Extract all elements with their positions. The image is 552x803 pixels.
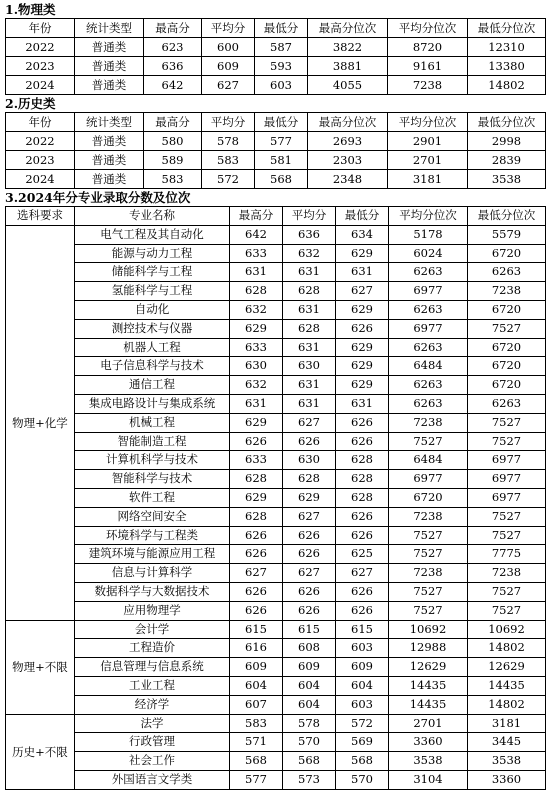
table-cell: 628 <box>336 488 389 507</box>
table-cell: 14802 <box>468 639 546 658</box>
major-name-cell: 自动化 <box>75 300 230 319</box>
table-row <box>6 451 546 470</box>
table-cell: 631 <box>336 263 389 282</box>
table-cell: 3538 <box>468 170 546 189</box>
table-cell: 6977 <box>389 319 468 338</box>
table-cell: 577 <box>255 132 308 151</box>
table-row <box>6 601 546 620</box>
table-row <box>6 432 546 451</box>
table-cell: 583 <box>230 714 283 733</box>
table-cell: 3445 <box>468 733 546 752</box>
table-cell: 626 <box>230 432 283 451</box>
table-cell: 604 <box>336 676 389 695</box>
major-name-cell: 信息管理与信息系统 <box>75 658 230 677</box>
table-cell: 626 <box>230 545 283 564</box>
table-row <box>6 507 546 526</box>
column-header: 年份 <box>6 19 75 38</box>
table-row <box>6 770 546 789</box>
major-name-cell: 通信工程 <box>75 376 230 395</box>
column-header: 平均分位次 <box>389 207 468 226</box>
major-name-cell: 软件工程 <box>75 488 230 507</box>
table-cell: 593 <box>255 57 308 76</box>
major-name-cell: 信息与计算科学 <box>75 564 230 583</box>
table-cell: 5178 <box>389 225 468 244</box>
table-cell: 7238 <box>389 413 468 432</box>
table-cell: 628 <box>230 282 283 301</box>
table-cell: 581 <box>255 151 308 170</box>
table-cell: 7238 <box>389 507 468 526</box>
table-cell: 628 <box>336 470 389 489</box>
table-cell: 627 <box>336 282 389 301</box>
table-cell: 625 <box>336 545 389 564</box>
table-row <box>6 714 546 733</box>
table-row <box>6 620 546 639</box>
table-cell: 7527 <box>468 582 546 601</box>
physics-score-table <box>5 18 546 95</box>
table-cell: 631 <box>230 263 283 282</box>
table-cell: 629 <box>230 488 283 507</box>
table-cell: 615 <box>336 620 389 639</box>
column-header: 最低分 <box>255 113 308 132</box>
table-cell: 2023 <box>6 57 75 76</box>
table-row <box>6 488 546 507</box>
table-cell: 626 <box>230 582 283 601</box>
table-cell: 7527 <box>389 582 468 601</box>
table-cell: 631 <box>230 394 283 413</box>
table-row <box>6 394 546 413</box>
table-row <box>6 132 546 151</box>
table-cell: 572 <box>336 714 389 733</box>
column-header: 平均分 <box>202 113 255 132</box>
table-row <box>6 244 546 263</box>
table-cell: 2693 <box>308 132 388 151</box>
table-cell: 10692 <box>468 620 546 639</box>
subject-requirement-cell: 物理+化学 <box>6 225 75 620</box>
table-cell: 629 <box>230 319 283 338</box>
table-cell: 12988 <box>389 639 468 658</box>
table-row <box>6 582 546 601</box>
table-row <box>6 319 546 338</box>
table-header-row <box>6 19 546 38</box>
table-cell: 631 <box>283 338 336 357</box>
table-cell: 普通类 <box>75 151 144 170</box>
table-cell: 578 <box>202 132 255 151</box>
table-cell: 14802 <box>468 695 546 714</box>
table-cell: 583 <box>144 170 202 189</box>
table-cell: 7527 <box>468 413 546 432</box>
table-cell: 569 <box>336 733 389 752</box>
table-cell: 568 <box>255 170 308 189</box>
major-name-cell: 电子信息科学与技术 <box>75 357 230 376</box>
column-header: 最高分 <box>230 207 283 226</box>
table-cell: 6263 <box>468 263 546 282</box>
table-row <box>6 545 546 564</box>
table-cell: 603 <box>336 695 389 714</box>
table-cell: 3104 <box>389 770 468 789</box>
column-header: 最高分位次 <box>308 113 388 132</box>
table-row <box>6 76 546 95</box>
table-header-row <box>6 207 546 226</box>
table-cell: 2022 <box>6 38 75 57</box>
table-cell: 636 <box>144 57 202 76</box>
table-cell: 633 <box>230 244 283 263</box>
column-header: 最高分 <box>144 19 202 38</box>
major-name-cell: 集成电路设计与集成系统 <box>75 394 230 413</box>
table-row <box>6 263 546 282</box>
table-cell: 629 <box>336 244 389 263</box>
subject-requirement-cell: 物理+不限 <box>6 620 75 714</box>
table-cell: 6977 <box>389 282 468 301</box>
table-cell: 7527 <box>468 319 546 338</box>
table-row <box>6 338 546 357</box>
history-score-table <box>5 112 546 189</box>
table-cell: 570 <box>283 733 336 752</box>
table-cell: 632 <box>230 300 283 319</box>
table-cell: 628 <box>336 451 389 470</box>
table-cell: 626 <box>283 432 336 451</box>
table-cell: 627 <box>283 507 336 526</box>
table-cell: 630 <box>283 451 336 470</box>
table-cell: 6720 <box>389 488 468 507</box>
table-cell: 6977 <box>389 470 468 489</box>
table-row <box>6 300 546 319</box>
table-cell: 14435 <box>468 676 546 695</box>
major-name-cell: 社会工作 <box>75 752 230 771</box>
table-row <box>6 357 546 376</box>
section-title-majors-2024: 3.2024年分专业录取分数及位次 <box>5 190 191 205</box>
column-header: 专业名称 <box>75 207 230 226</box>
table-cell: 2024 <box>6 76 75 95</box>
column-header: 统计类型 <box>75 113 144 132</box>
table-cell: 6263 <box>389 300 468 319</box>
major-name-cell: 会计学 <box>75 620 230 639</box>
table-cell: 571 <box>230 733 283 752</box>
table-row <box>6 526 546 545</box>
column-header: 最低分位次 <box>468 113 546 132</box>
table-cell: 5579 <box>468 225 546 244</box>
table-cell: 604 <box>283 695 336 714</box>
table-cell: 626 <box>336 507 389 526</box>
table-cell: 587 <box>255 38 308 57</box>
table-cell: 626 <box>336 319 389 338</box>
table-cell: 626 <box>336 432 389 451</box>
table-cell: 626 <box>230 601 283 620</box>
table-cell: 7775 <box>468 545 546 564</box>
table-cell: 609 <box>336 658 389 677</box>
table-cell: 2024 <box>6 170 75 189</box>
table-cell: 13380 <box>468 57 546 76</box>
table-cell: 14435 <box>389 676 468 695</box>
table-cell: 573 <box>283 770 336 789</box>
table-cell: 2901 <box>388 132 468 151</box>
table-cell: 642 <box>144 76 202 95</box>
table-cell: 633 <box>230 338 283 357</box>
table-row <box>6 151 546 170</box>
table-cell: 627 <box>230 564 283 583</box>
major-name-cell: 经济学 <box>75 695 230 714</box>
table-cell: 普通类 <box>75 38 144 57</box>
table-cell: 7527 <box>468 601 546 620</box>
table-cell: 578 <box>283 714 336 733</box>
column-header: 选科要求 <box>6 207 75 226</box>
major-name-cell: 工程造价 <box>75 639 230 658</box>
table-cell: 636 <box>283 225 336 244</box>
table-cell: 628 <box>283 319 336 338</box>
table-cell: 3538 <box>389 752 468 771</box>
table-cell: 6263 <box>389 263 468 282</box>
major-name-cell: 外国语言文学类 <box>75 770 230 789</box>
table-cell: 6720 <box>468 300 546 319</box>
table-cell: 普通类 <box>75 170 144 189</box>
column-header: 最高分 <box>144 113 202 132</box>
table-cell: 2839 <box>468 151 546 170</box>
table-cell: 3538 <box>468 752 546 771</box>
table-cell: 7238 <box>468 282 546 301</box>
table-row <box>6 170 546 189</box>
column-header: 统计类型 <box>75 19 144 38</box>
table-cell: 3181 <box>468 714 546 733</box>
table-cell: 626 <box>336 582 389 601</box>
major-name-cell: 电气工程及其自动化 <box>75 225 230 244</box>
table-cell: 3822 <box>308 38 388 57</box>
table-row <box>6 676 546 695</box>
table-cell: 627 <box>336 564 389 583</box>
major-name-cell: 网络空间安全 <box>75 507 230 526</box>
major-name-cell: 行政管理 <box>75 733 230 752</box>
table-cell: 629 <box>336 376 389 395</box>
table-cell: 589 <box>144 151 202 170</box>
table-row <box>6 38 546 57</box>
table-cell: 628 <box>230 507 283 526</box>
table-cell: 6263 <box>468 394 546 413</box>
table-cell: 6484 <box>389 451 468 470</box>
table-cell: 568 <box>336 752 389 771</box>
table-cell: 630 <box>230 357 283 376</box>
table-cell: 7527 <box>468 526 546 545</box>
table-cell: 616 <box>230 639 283 658</box>
column-header: 最低分 <box>336 207 389 226</box>
table-cell: 2998 <box>468 132 546 151</box>
column-header: 平均分位次 <box>388 19 468 38</box>
table-row <box>6 225 546 244</box>
major-name-cell: 环境科学与工程类 <box>75 526 230 545</box>
table-cell: 普通类 <box>75 57 144 76</box>
table-cell: 626 <box>336 601 389 620</box>
table-cell: 6977 <box>468 470 546 489</box>
table-cell: 626 <box>283 601 336 620</box>
table-cell: 14802 <box>468 76 546 95</box>
table-cell: 2022 <box>6 132 75 151</box>
table-cell: 570 <box>336 770 389 789</box>
table-row <box>6 282 546 301</box>
table-cell: 572 <box>202 170 255 189</box>
table-cell: 10692 <box>389 620 468 639</box>
table-cell: 12310 <box>468 38 546 57</box>
table-cell: 607 <box>230 695 283 714</box>
major-name-cell: 工业工程 <box>75 676 230 695</box>
column-header: 最低分 <box>255 19 308 38</box>
table-cell: 632 <box>230 376 283 395</box>
table-cell: 普通类 <box>75 132 144 151</box>
table-cell: 6263 <box>389 338 468 357</box>
table-cell: 6977 <box>468 451 546 470</box>
table-cell: 7238 <box>468 564 546 583</box>
table-cell: 603 <box>255 76 308 95</box>
table-cell: 629 <box>336 300 389 319</box>
table-cell: 7527 <box>389 526 468 545</box>
table-cell: 14435 <box>389 695 468 714</box>
table-cell: 626 <box>336 413 389 432</box>
table-cell: 6977 <box>468 488 546 507</box>
major-name-cell: 机械工程 <box>75 413 230 432</box>
table-cell: 3181 <box>388 170 468 189</box>
table-cell: 626 <box>283 526 336 545</box>
table-cell: 7527 <box>389 601 468 620</box>
table-cell: 4055 <box>308 76 388 95</box>
table-cell: 634 <box>336 225 389 244</box>
column-header: 年份 <box>6 113 75 132</box>
table-cell: 604 <box>283 676 336 695</box>
table-cell: 2701 <box>389 714 468 733</box>
table-cell: 7527 <box>468 507 546 526</box>
major-name-cell: 能源与动力工程 <box>75 244 230 263</box>
table-cell: 577 <box>230 770 283 789</box>
column-header: 最低分位次 <box>468 207 546 226</box>
table-row <box>6 564 546 583</box>
subject-requirement-cell: 历史+不限 <box>6 714 75 789</box>
table-cell: 609 <box>202 57 255 76</box>
table-cell: 6263 <box>389 376 468 395</box>
table-cell: 2701 <box>388 151 468 170</box>
column-header: 平均分 <box>283 207 336 226</box>
major-name-cell: 智能制造工程 <box>75 432 230 451</box>
table-cell: 615 <box>283 620 336 639</box>
table-cell: 普通类 <box>75 76 144 95</box>
table-cell: 626 <box>283 582 336 601</box>
table-row <box>6 57 546 76</box>
major-name-cell: 法学 <box>75 714 230 733</box>
table-cell: 7527 <box>389 432 468 451</box>
table-row <box>6 413 546 432</box>
table-cell: 632 <box>283 244 336 263</box>
table-cell: 642 <box>230 225 283 244</box>
column-header: 最高分位次 <box>308 19 388 38</box>
table-row <box>6 658 546 677</box>
table-cell: 568 <box>230 752 283 771</box>
major-name-cell: 储能科学与工程 <box>75 263 230 282</box>
table-cell: 629 <box>283 488 336 507</box>
table-cell: 623 <box>144 38 202 57</box>
table-cell: 615 <box>230 620 283 639</box>
major-name-cell: 数据科学与大数据技术 <box>75 582 230 601</box>
table-cell: 2348 <box>308 170 388 189</box>
table-cell: 2303 <box>308 151 388 170</box>
table-cell: 6024 <box>389 244 468 263</box>
major-name-cell: 智能科学与技术 <box>75 470 230 489</box>
table-cell: 7238 <box>389 564 468 583</box>
table-row <box>6 376 546 395</box>
table-cell: 633 <box>230 451 283 470</box>
table-cell: 3360 <box>389 733 468 752</box>
table-cell: 6720 <box>468 376 546 395</box>
section-title-history: 2.历史类 <box>5 96 56 111</box>
section-title-physics: 1.物理类 <box>5 2 56 17</box>
table-cell: 9161 <box>388 57 468 76</box>
table-cell: 6263 <box>389 394 468 413</box>
table-cell: 628 <box>283 282 336 301</box>
table-row <box>6 470 546 489</box>
major-name-cell: 机器人工程 <box>75 338 230 357</box>
table-cell: 580 <box>144 132 202 151</box>
table-cell: 6484 <box>389 357 468 376</box>
table-cell: 609 <box>283 658 336 677</box>
table-cell: 8720 <box>388 38 468 57</box>
table-cell: 630 <box>283 357 336 376</box>
table-cell: 629 <box>336 338 389 357</box>
table-cell: 626 <box>283 545 336 564</box>
table-cell: 7527 <box>468 432 546 451</box>
table-cell: 568 <box>283 752 336 771</box>
table-cell: 627 <box>283 413 336 432</box>
table-cell: 631 <box>283 300 336 319</box>
table-header-row <box>6 113 546 132</box>
major-name-cell: 测控技术与仪器 <box>75 319 230 338</box>
table-cell: 2023 <box>6 151 75 170</box>
table-cell: 631 <box>283 263 336 282</box>
table-cell: 631 <box>283 376 336 395</box>
table-cell: 583 <box>202 151 255 170</box>
table-cell: 608 <box>283 639 336 658</box>
major-name-cell: 建筑环境与能源应用工程 <box>75 545 230 564</box>
table-cell: 7238 <box>388 76 468 95</box>
table-cell: 603 <box>336 639 389 658</box>
table-cell: 628 <box>230 470 283 489</box>
major-name-cell: 应用物理学 <box>75 601 230 620</box>
table-cell: 6720 <box>468 338 546 357</box>
table-cell: 3881 <box>308 57 388 76</box>
table-cell: 604 <box>230 676 283 695</box>
major-score-table <box>5 206 546 790</box>
table-cell: 629 <box>230 413 283 432</box>
table-cell: 12629 <box>468 658 546 677</box>
table-cell: 628 <box>283 470 336 489</box>
table-cell: 12629 <box>389 658 468 677</box>
table-row <box>6 695 546 714</box>
table-cell: 627 <box>283 564 336 583</box>
column-header: 最低分位次 <box>468 19 546 38</box>
column-header: 平均分位次 <box>388 113 468 132</box>
column-header: 平均分 <box>202 19 255 38</box>
table-cell: 627 <box>202 76 255 95</box>
table-cell: 609 <box>230 658 283 677</box>
table-cell: 631 <box>283 394 336 413</box>
table-row <box>6 752 546 771</box>
table-cell: 626 <box>336 526 389 545</box>
table-cell: 6720 <box>468 244 546 263</box>
major-name-cell: 氢能科学与工程 <box>75 282 230 301</box>
table-cell: 626 <box>230 526 283 545</box>
table-cell: 6720 <box>468 357 546 376</box>
table-row <box>6 639 546 658</box>
table-cell: 631 <box>336 394 389 413</box>
table-cell: 3360 <box>468 770 546 789</box>
table-cell: 629 <box>336 357 389 376</box>
table-cell: 600 <box>202 38 255 57</box>
table-row <box>6 733 546 752</box>
major-name-cell: 计算机科学与技术 <box>75 451 230 470</box>
table-cell: 7527 <box>389 545 468 564</box>
